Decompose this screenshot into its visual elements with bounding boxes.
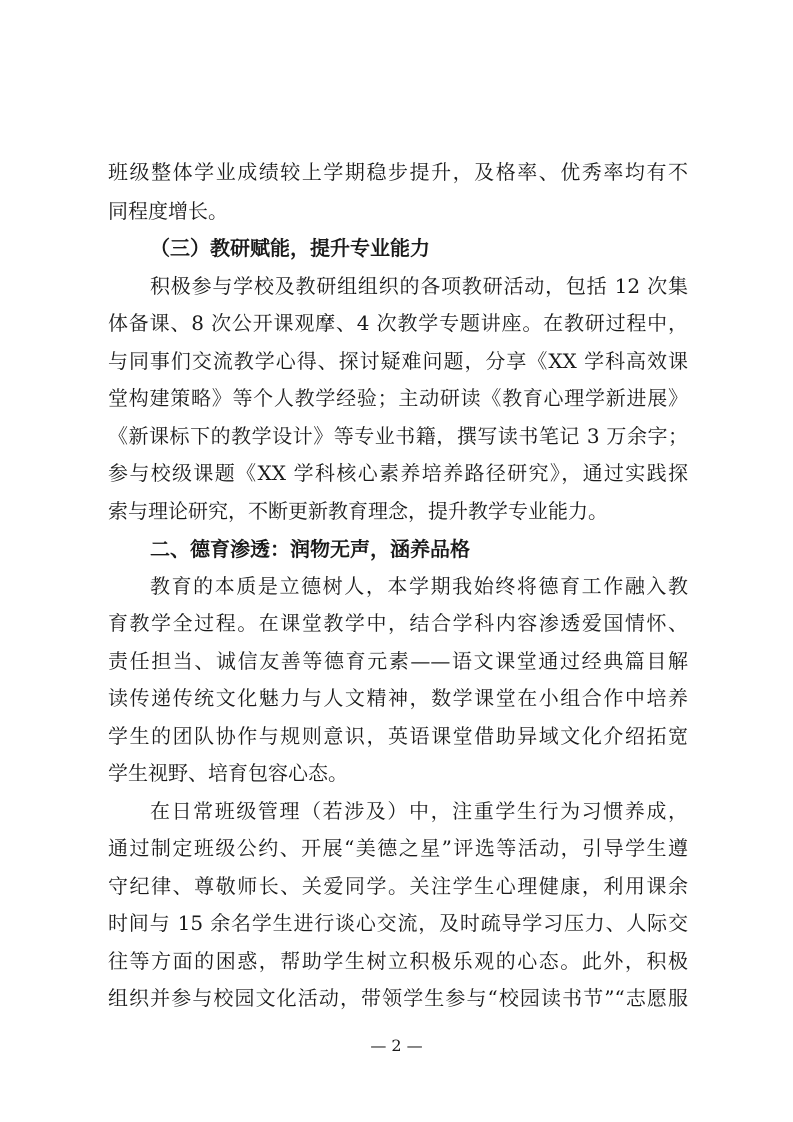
body-text-line: 学生的团队协作与规则意识，英语课堂借助异域文化介绍拓宽 bbox=[108, 724, 688, 748]
body-text-line: 责任担当、诚信友善等德育元素——语文课堂通过经典篇目解 bbox=[108, 649, 688, 673]
body-text-line: 积极参与学校及教研组组织的各项教研活动，包括 12 次集 bbox=[150, 274, 688, 298]
body-text-line: 参与校级课题《XX 学科核心素养培养路径研究》，通过实践探 bbox=[108, 461, 688, 485]
body-text-line: 时间与 15 余名学生进行谈心交流，及时疏导学习压力、人际交 bbox=[108, 911, 688, 935]
body-text-line: 在日常班级管理（若涉及）中，注重学生行为习惯养成， bbox=[150, 799, 688, 823]
body-text-line: 同程度增长。 bbox=[108, 199, 228, 223]
body-text-line: 与同事们交流教学心得、探讨疑难问题，分享《XX 学科高效课 bbox=[108, 349, 688, 373]
body-text-line: 守纪律、尊敬师长、关爱同学。关注学生心理健康，利用课余 bbox=[108, 874, 688, 898]
body-text-line: 班级整体学业成绩较上学期稳步提升，及格率、优秀率均有不 bbox=[108, 160, 688, 184]
section-heading: （三）教研赋能，提升专业能力 bbox=[150, 236, 430, 260]
body-text-line: 育教学全过程。在课堂教学中，结合学科内容渗透爱国情怀、 bbox=[108, 611, 688, 635]
body-text-line: 索与理论研究，不断更新教育理念，提升教学专业能力。 bbox=[108, 499, 608, 523]
section-heading: 二、德育渗透：润物无声，涵养品格 bbox=[150, 537, 470, 561]
body-text-line: 组织并参与校园文化活动，带领学生参与“校园读书节”“志愿服 bbox=[108, 986, 688, 1010]
body-text-line: 体备课、8 次公开课观摩、4 次教学专题讲座。在教研过程中， bbox=[108, 311, 688, 335]
body-text-line: 教育的本质是立德树人，本学期我始终将德育工作融入教 bbox=[150, 574, 688, 598]
page-number: — 2 — bbox=[370, 1036, 423, 1055]
body-text-line: 往等方面的困惑，帮助学生树立积极乐观的心态。此外，积极 bbox=[108, 949, 688, 973]
body-text-line: 通过制定班级公约、开展“美德之星”评选等活动，引导学生遵 bbox=[108, 836, 688, 860]
body-text-line: 《新课标下的教学设计》等专业书籍，撰写读书笔记 3 万余字； bbox=[108, 424, 688, 448]
body-text-line: 堂构建策略》等个人教学经验；主动研读《教育心理学新进展》 bbox=[108, 386, 688, 410]
body-text-line: 读传递传统文化魅力与人文精神，数学课堂在小组合作中培养 bbox=[108, 686, 688, 710]
body-text-line: 学生视野、培育包容心态。 bbox=[108, 761, 348, 785]
